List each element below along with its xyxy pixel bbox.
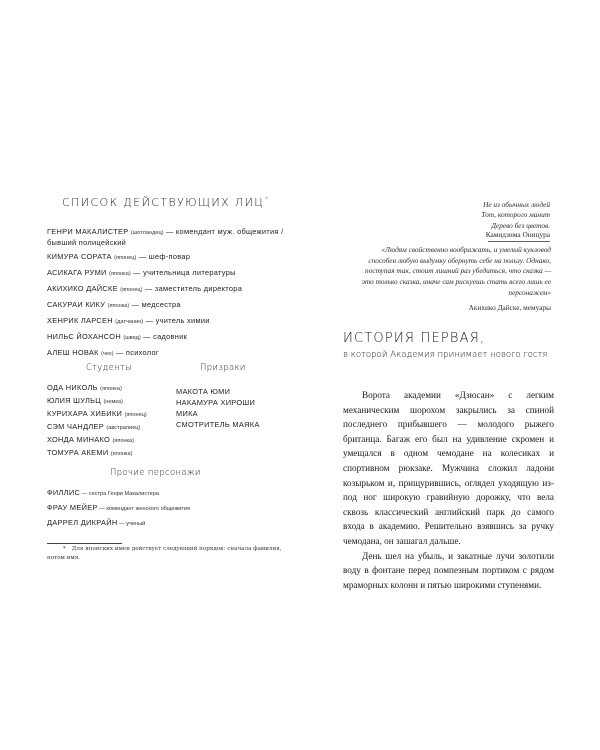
students-heading: Студенты (86, 362, 132, 372)
character-entry: АСИКАГА РУМИ (японка) — учительница литературы (47, 268, 236, 278)
other-entry: ДАРРЕЛ ДИКРАЙН — ученый (47, 517, 146, 527)
students-list (47, 383, 192, 461)
ghost-entry: СМОТРИТЕЛЬ МАЯКА (176, 420, 260, 429)
student-entry: ОДА НИКОЛЬ (японка) (47, 383, 122, 392)
quote-author: Акихико Дайске, мемуары (468, 303, 551, 312)
ghost-entry: МИКА (176, 409, 198, 418)
character-entry: ХЕНРИК ЛАРСЕН (датчанин) — учитель химии (47, 316, 210, 326)
character-entry: АКИХИКО ДАЙСКЕ (японец) — заместитель директора (47, 284, 243, 294)
chapter-subtitle: в которой Академия принимает нового гостя (343, 350, 548, 360)
character-entry: АЛЕШ НОВАК (чех) — психолог (47, 348, 159, 358)
ghosts-list (176, 387, 286, 431)
ghost-entry: МАКОТА ЮМИ (176, 387, 231, 396)
main-character-list (47, 227, 287, 364)
quote-epigraph: «Людям свойственно воображать, и умелый кукловод способен любую выдумку обернуть себе на пользу. Однако, поступая так, стоит лишний раз убедиться, что сказка — это только сказка, иначе сам рискуешь стать всего лишь ее персонажем» (361, 245, 551, 297)
other-entry: ФИЛЛИС — сестра Генри Макалистера (47, 488, 160, 497)
paragraph: Ворота академии «Дзюсан» с легким механическим шорохом закрылись за спиной последнего прибывшего — молодого рыжего британца. Багаж его был на удивление скромен и умещался в одном чемодане на колесиках и спортивном рюкзаке. Мужчина сложил ладони козырьком и, прищурившись, оглядел уходящую из-под ног широкую гравийную дорожку, что вела сквозь классический английский парк до самого входа в академию. Решительно взявшись за ручку чемодана, он зашагал дальше. (343, 390, 554, 546)
footnote: * Для японских имен действует следующий порядок: сначала фамилия, потом имя. (47, 546, 282, 561)
character-entry: КИМУРА СОРАТА (японец) — шеф-повар (47, 252, 191, 262)
student-entry: ТОМУРА АКЕМИ (японка) (47, 448, 133, 457)
footnote-divider (47, 543, 122, 544)
paragraph: День шел на убыль, и закатные лучи золотили воду в фонтане перед помпезным портиком с рядом мраморных колонн и пятью широкими ступенями. (343, 550, 554, 590)
ghosts-heading: Призраки (200, 362, 246, 372)
epigraph-divider (488, 241, 550, 242)
chapter-title: ИСТОРИЯ ПЕРВАЯ, (343, 331, 486, 346)
student-entry: КУРИХАРА ХИБИКИ (японец) (47, 409, 147, 418)
footnote-marker: * (265, 196, 269, 204)
chapter-body (343, 388, 554, 592)
character-entry: САКУРАИ КИКУ (японка) — медсестра (47, 300, 181, 310)
poem-epigraph: Не из обычных людей Тот, которого манит Дерево без цветов. (481, 200, 550, 230)
student-entry: ЮЛИЯ ШУЛЬЦ (немка) (47, 396, 123, 405)
ghost-entry: НАКАМУРА ХИРОШИ (176, 398, 256, 407)
character-entry: НИЛЬС ЙОХАНСОН (швед) — садовник (47, 332, 188, 342)
others-list (47, 488, 292, 532)
poem-author: Камидзима Оницура (485, 230, 550, 239)
cast-list-title: СПИСОК ДЕЙСТВУЮЩИХ ЛИЦ* (62, 196, 269, 209)
others-heading: Прочие персонажи (110, 467, 201, 477)
student-entry: ХОНДА МИНАКО (японка) (47, 435, 135, 444)
character-entry: ГЕНРИ МАКАЛИСТЕР (шотландец) — комендант муж. общежития / бывший полицейский (47, 227, 284, 248)
student-entry: СЭМ ЧАНДЛЕР (австралиец) (47, 422, 141, 431)
other-entry: ФРАУ МЕЙЕР — комендант женского общежития (47, 502, 191, 512)
